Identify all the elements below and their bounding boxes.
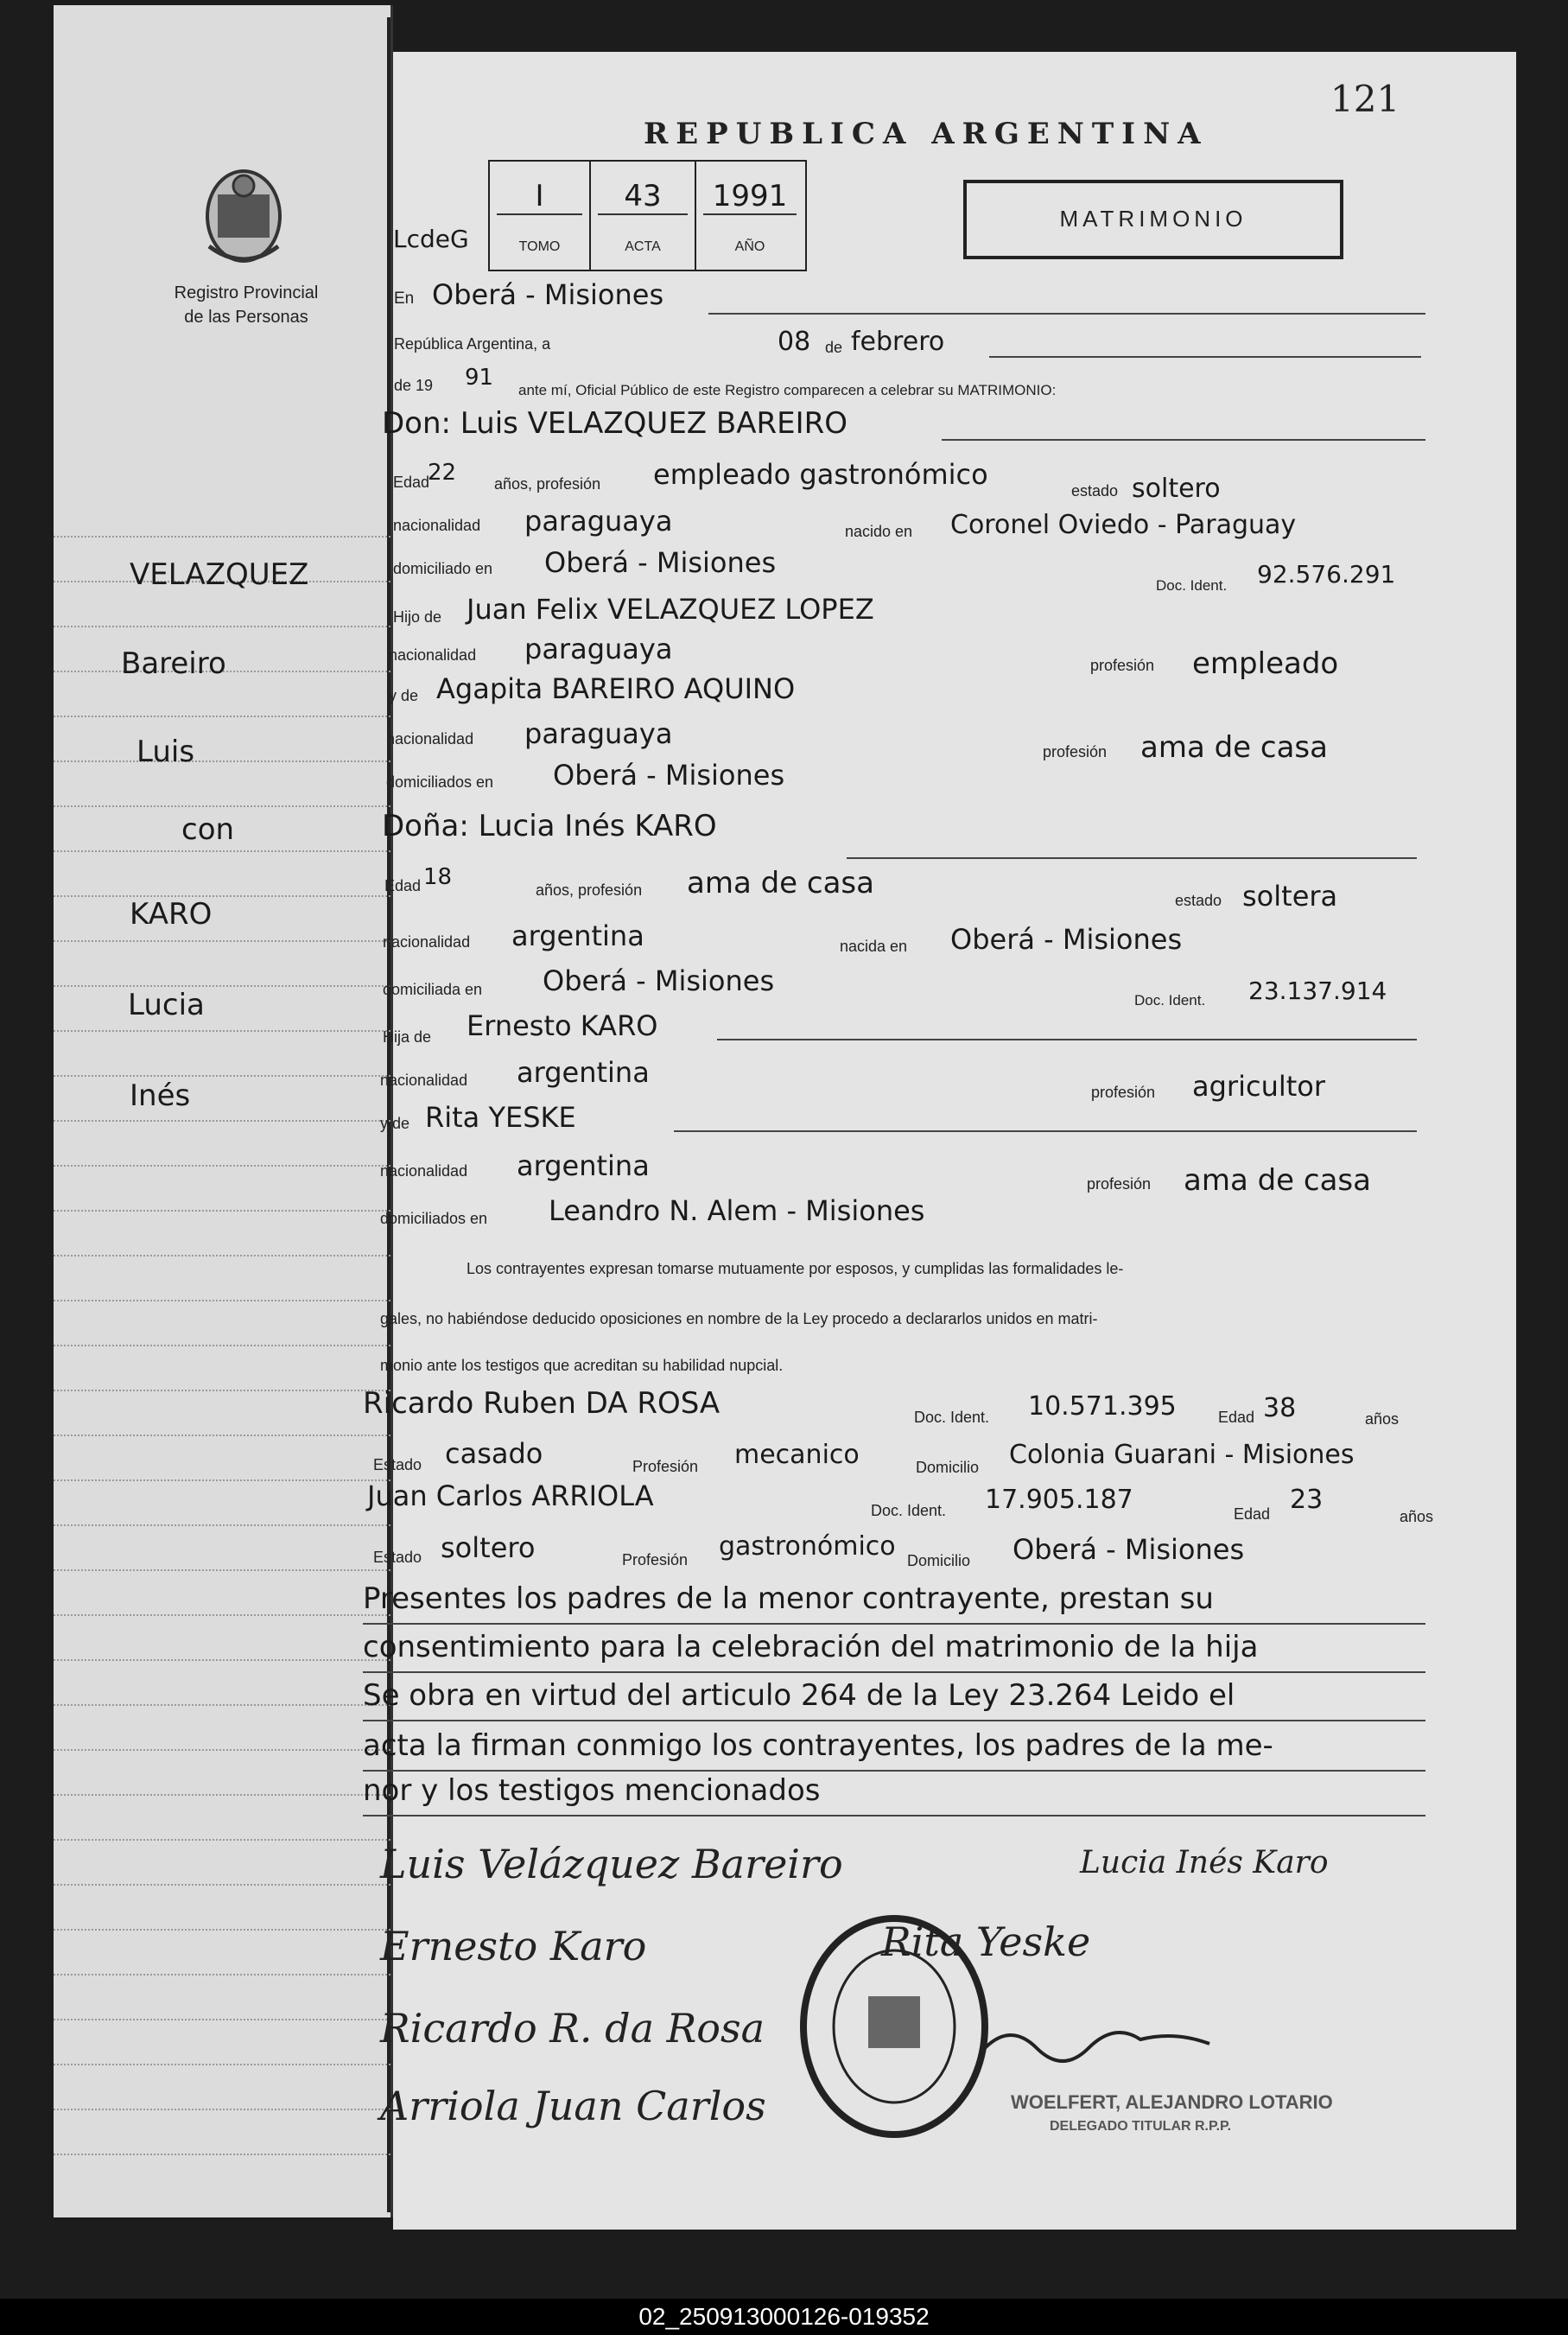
groom-doc: 92.576.291: [1257, 560, 1396, 589]
bride-mother-prof-label: profesión: [1087, 1175, 1152, 1193]
bride-nacida: Oberá - Misiones: [950, 923, 1183, 956]
page-number: 121: [1330, 78, 1400, 120]
groom-parents-dom-label: domiciliados en: [386, 773, 494, 791]
bride-edad: 18: [423, 864, 453, 890]
signature-bride-father: Ernesto Karo: [380, 1923, 647, 1969]
witness2-doc: 17.905.187: [985, 1485, 1133, 1515]
margin-rule: [54, 1030, 390, 1032]
form-rule: [989, 356, 1421, 358]
year-prefix: de 19: [394, 377, 434, 394]
signature-groom: Luis Velázquez Bareiro: [380, 1841, 843, 1887]
form-rule: [708, 313, 1425, 315]
bride-title: Doña: Lucia Inés KARO: [382, 809, 717, 843]
margin-rule: [54, 1075, 390, 1077]
witness2-edad: 23: [1290, 1485, 1324, 1515]
groom-father-nac: paraguaya: [524, 633, 673, 665]
witness1-profesion: mecanico: [734, 1440, 860, 1470]
groom-estado: soltero: [1132, 474, 1221, 504]
book-code: LcdeG: [393, 225, 469, 253]
margin-rule: [54, 1614, 390, 1616]
witness2-prof-label: Profesión: [622, 1551, 689, 1568]
witness1-estado: casado: [445, 1437, 543, 1470]
groom-edad: 22: [428, 460, 457, 486]
witness1-doc: 10.571.395: [1028, 1391, 1177, 1422]
bride-edad-label: Edad: [384, 877, 422, 894]
groom-yde-label: y de: [389, 687, 419, 704]
groom-hijo-label: Hijo de: [393, 608, 442, 626]
witness1-dom-label: Domicilio: [916, 1459, 980, 1476]
bride-nacida-label: nacida en: [840, 938, 908, 955]
witness2-name: Juan Carlos ARRIOLA: [367, 1479, 654, 1512]
witness2-dom-label: Domicilio: [907, 1552, 971, 1569]
witness1-edad-label: Edad: [1218, 1409, 1255, 1426]
bride-profesion: ama de casa: [687, 866, 874, 900]
signature-bride: Lucia Inés Karo: [1080, 1845, 1329, 1880]
margin-rule: [54, 1390, 390, 1391]
margin-rule: [54, 1569, 390, 1571]
ante-text: ante mí, Oficial Público de este Registro comparecen a celebrar su MATRIMONIO:: [518, 382, 1057, 398]
country-title: REPUBLICA ARGENTINA: [644, 117, 1209, 151]
margin-rule: [54, 1165, 390, 1167]
de-label: de: [825, 339, 843, 356]
groom-estado-label: estado: [1071, 482, 1119, 499]
margin-rule: [54, 1435, 390, 1436]
witness1-doc-label: Doc. Ident.: [914, 1409, 990, 1426]
official-seal-icon: [790, 1910, 998, 2143]
register-page: [393, 52, 1516, 2230]
month-value: febrero: [851, 327, 945, 357]
witness2-edad-label: Edad: [1234, 1505, 1271, 1523]
witness1-anios-label: años: [1365, 1410, 1400, 1428]
form-rule: [674, 1130, 1417, 1132]
bride-mother-prof: ama de casa: [1184, 1163, 1371, 1198]
declaration-line: Los contrayentes expresan tomarse mutuamente por esposos, y cumplidas las formalidades le-: [467, 1260, 1124, 1277]
margin-rule: [54, 2064, 390, 2065]
bride-father-prof-label: profesión: [1091, 1084, 1156, 1101]
en-label: En: [394, 289, 415, 308]
groom-nacido: Coronel Oviedo - Paraguay: [950, 510, 1297, 540]
groom-mother-nac-label: nacionalidad: [386, 730, 474, 748]
republic-label: República Argentina, a: [394, 335, 551, 353]
groom-title: Don: Luis VELAZQUEZ BAREIRO: [382, 406, 848, 441]
groom-edad-label: Edad: [393, 474, 430, 491]
bride-parents-dom: Leandro N. Alem - Misiones: [549, 1194, 925, 1227]
signature-bride-mother: Rita Yeske: [881, 1918, 1091, 1965]
official-signature-icon: [976, 2014, 1218, 2083]
handwritten-note-line: nor y los testigos mencionados: [363, 1773, 821, 1808]
declaration-line: gales, no habiéndose deducido oposiciones en nombre de la Ley procedo a declararlos unidos en matri-: [380, 1310, 1098, 1327]
margin-rule: [54, 940, 390, 942]
bride-mother-nac: argentina: [517, 1149, 650, 1182]
official-title: DELEGADO TITULAR R.P.P.: [1050, 2119, 1232, 2134]
handwritten-note-line: Presentes los padres de la menor contrayente, prestan su: [363, 1581, 1214, 1616]
margin-rule: [54, 760, 390, 762]
bride-mother: Rita YESKE: [425, 1101, 576, 1134]
bride-dom-label: domiciliada en: [383, 981, 483, 998]
bride-doc-label: Doc. Ident.: [1134, 992, 1206, 1008]
margin-rule: [54, 1794, 390, 1796]
bride-anios-label: años, profesión: [536, 881, 643, 899]
margin-note-bride-name: Lucia: [128, 988, 205, 1022]
form-rule: [363, 1671, 1425, 1673]
groom-father: Juan Felix VELAZQUEZ LOPEZ: [467, 593, 874, 626]
margin-rule: [54, 850, 390, 852]
form-rule: [717, 1039, 1417, 1040]
groom-domicilio: Oberá - Misiones: [544, 546, 777, 579]
groom-parents-dom: Oberá - Misiones: [553, 759, 785, 792]
witness2-profesion: gastronómico: [719, 1531, 896, 1562]
witness2-domicilio: Oberá - Misiones: [1013, 1533, 1245, 1566]
witness2-estado-label: Estado: [373, 1549, 422, 1566]
margin-note-first-name: Luis: [136, 735, 195, 769]
official-name: WOELFERT, ALEJANDRO LOTARIO: [1011, 2091, 1333, 2113]
margin-rule: [54, 1479, 390, 1481]
margin-rule: [54, 1704, 390, 1706]
groom-nac-label: nacionalidad: [393, 517, 481, 534]
scan-id-footer: 02_250913000126-019352: [0, 2299, 1568, 2335]
margin-rule: [54, 2154, 390, 2155]
bride-father-nac: argentina: [517, 1056, 650, 1089]
groom-mother-prof-label: profesión: [1043, 743, 1108, 760]
margin-rule: [54, 2109, 390, 2110]
margin-rule: [54, 1659, 390, 1661]
day-value: 08: [778, 327, 811, 357]
declaration-line: monio ante los testigos que acreditan su habilidad nupcial.: [380, 1357, 784, 1374]
groom-father-nac-label: nacionalidad: [389, 646, 477, 664]
groom-profesion: empleado gastronómico: [653, 458, 988, 491]
bride-doc: 23.137.914: [1248, 977, 1387, 1005]
groom-father-prof: empleado: [1192, 646, 1339, 681]
margin-rule: [54, 805, 390, 807]
bride-father-prof: agricultor: [1192, 1070, 1326, 1103]
margin-rule: [54, 716, 390, 717]
groom-mother-nac: paraguaya: [524, 717, 673, 750]
signature-witness-2: Arriola Juan Carlos: [380, 2083, 766, 2129]
margin-rule: [54, 626, 390, 627]
margin-rule: [54, 536, 390, 538]
bride-yde-label: y de: [380, 1115, 410, 1132]
handwritten-note-line: acta la firman conmigo los contrayentes, los padres de la me-: [363, 1728, 1273, 1763]
margin-rule: [54, 1974, 390, 1976]
margin-note-second-surname: Bareiro: [121, 646, 226, 681]
margin-rule: [54, 1524, 390, 1526]
witness2-doc-label: Doc. Ident.: [871, 1502, 947, 1519]
tomo-value: I: [535, 179, 544, 213]
bride-nac-label: nacionalidad: [383, 933, 471, 951]
tomo-label: TOMO: [518, 239, 561, 254]
margin-note-bride-surname: KARO: [130, 897, 213, 932]
bride-estado: soltera: [1242, 880, 1338, 913]
groom-mother: Agapita BAREIRO AQUINO: [436, 672, 796, 705]
coat-of-arms-icon: [192, 151, 295, 272]
bride-hija-label: Hija de: [383, 1028, 432, 1046]
form-rule: [942, 439, 1425, 441]
groom-nacido-label: nacido en: [845, 523, 913, 540]
witness1-edad: 38: [1263, 1393, 1297, 1423]
form-rule: [363, 1623, 1425, 1625]
groom-doc-label: Doc. Ident.: [1156, 577, 1228, 594]
act-type-label: MATRIMONIO: [1059, 206, 1247, 232]
groom-father-prof-label: profesión: [1090, 657, 1155, 674]
form-rule: [363, 1770, 1425, 1772]
handwritten-note-line: consentimiento para la celebración del matrimonio de la hija: [363, 1630, 1259, 1664]
margin-rule: [54, 2019, 390, 2020]
margin-rule: [54, 1749, 390, 1751]
margin-rule: [54, 895, 390, 897]
bride-estado-label: estado: [1175, 892, 1222, 909]
witness1-prof-label: Profesión: [632, 1458, 699, 1475]
margin-rule: [54, 1345, 390, 1346]
witness1-domicilio: Colonia Guarani - Misiones: [1009, 1440, 1355, 1470]
margin-rule: [54, 985, 390, 987]
margin-rule: [54, 1839, 390, 1841]
margin-rule: [54, 1300, 390, 1301]
margin-rule: [54, 1210, 390, 1212]
bride-father: Ernesto KARO: [467, 1009, 658, 1042]
witness1-name: Ricardo Ruben DA ROSA: [363, 1386, 721, 1421]
year-suffix: 91: [465, 365, 494, 391]
margin-note-con: con: [181, 812, 235, 847]
groom-dom-label: domiciliado en: [393, 560, 493, 577]
groom-anios-label: años, profesión: [494, 475, 601, 493]
anio-value: 1991: [712, 179, 788, 213]
margin-rule: [54, 1120, 390, 1122]
act-type-box: [963, 180, 1343, 259]
witness1-estado-label: Estado: [373, 1456, 422, 1473]
margin-note-bride-second-name: Inés: [130, 1078, 191, 1113]
witness2-estado: soltero: [441, 1531, 536, 1564]
groom-nacionalidad: paraguaya: [524, 505, 673, 538]
form-rule: [847, 857, 1417, 859]
form-rule: [363, 1720, 1425, 1721]
bride-father-nac-label: nacionalidad: [380, 1072, 468, 1089]
margin-rules: [54, 0, 390, 2212]
anio-label: AÑO: [734, 239, 765, 254]
acta-value: 43: [624, 179, 662, 213]
margin-rule: [54, 1255, 390, 1257]
bride-domicilio: Oberá - Misiones: [543, 964, 775, 997]
signature-witness-1: Ricardo R. da Rosa: [380, 2005, 765, 2052]
registry-name-line2: de las Personas: [184, 308, 308, 327]
groom-mother-prof: ama de casa: [1140, 730, 1328, 765]
volume-box: [488, 160, 807, 271]
registry-name-line1: Registro Provincial: [174, 283, 319, 302]
margin-rule: [54, 1884, 390, 1886]
bride-mother-nac-label: nacionalidad: [380, 1162, 468, 1180]
margin-rule: [54, 1929, 390, 1931]
margin-note-surname: VELAZQUEZ: [130, 557, 309, 592]
acta-label: ACTA: [625, 239, 661, 254]
witness2-anios-label: años: [1400, 1508, 1434, 1525]
handwritten-note-line: Se obra en virtud del articulo 264 de la Ley 23.264 Leido el: [363, 1678, 1235, 1713]
bride-nacionalidad: argentina: [511, 919, 644, 952]
place-value: Oberá - Misiones: [432, 278, 664, 311]
bride-parents-dom-label: domiciliados en: [380, 1210, 488, 1227]
form-rule: [363, 1815, 1425, 1816]
